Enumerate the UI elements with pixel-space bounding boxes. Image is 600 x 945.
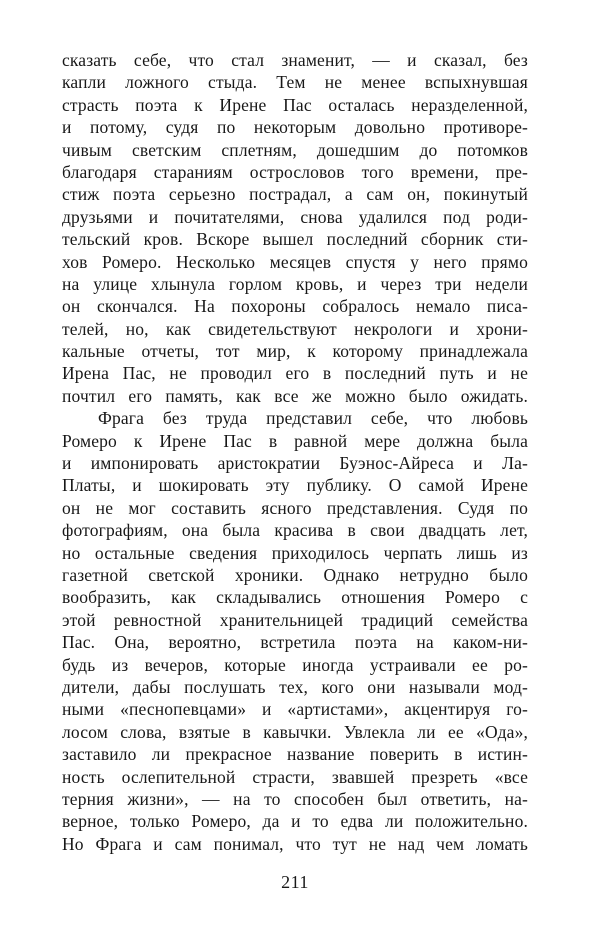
text-line: и потому, судя по некоторым довольно противоре- — [62, 117, 528, 138]
text-line: Ромеро к Ирене Пас в равной мере должна была — [62, 430, 528, 451]
text-line: телей, но, как свидетельствуют некрологи и хрони- — [62, 318, 528, 339]
text-line: терния жизни», — на то способен был ответить, на- — [62, 788, 528, 809]
text-line: Пас. Она, вероятно, встретила поэта на каком-ни- — [62, 632, 528, 653]
text-line: на улице хлынула горлом кровь, и через три недели — [62, 273, 528, 294]
text-line: страсть поэта к Ирене Пас осталась неразделенной, — [62, 94, 528, 115]
text-line: вообразить, как складывались отношения Ромеро с — [62, 587, 528, 608]
text-line: капли ложного стыда. Тем не менее вспыхнувшая — [62, 72, 528, 93]
text-line paragraph-start: Фрага без труда представил себе, что любовь — [98, 408, 528, 429]
text-line: и импонировать аристократии Буэнос-Айреса и Ла- — [62, 453, 528, 474]
page-number: 211 — [281, 872, 309, 892]
text-line: Ирена Пас, не проводил его в последний путь и не — [62, 363, 528, 384]
text-line: он не мог составить ясного представления. Судя по — [62, 497, 528, 518]
text-line: дители, дабы послушать тех, кого они называли мод- — [62, 676, 528, 697]
text-line: будь из вечеров, которые иногда устраивали ее ро- — [62, 654, 528, 675]
text-line: чивым светским сплетням, дошедшим до потомков — [62, 139, 528, 160]
text-line: тельский кров. Вскоре вышел последний сборник сти- — [62, 229, 528, 250]
text-line: этой ревностной хранительницей традиций семейства — [62, 609, 528, 630]
text-line: благодаря стараниям острословов того времени, пре- — [62, 161, 528, 182]
text-line: ными «песнопевцами» и «артистами», акцентируя го- — [62, 699, 528, 720]
text-line: сказать себе, что стал знаменит, — и сказал, без — [62, 50, 528, 70]
text-line: Но Фрага и сам понимал, что тут не над чем ломать — [62, 833, 528, 854]
text-line: хов Ромеро. Несколько месяцев спустя у него прямо — [62, 251, 528, 272]
text-line: лосом слова, взятые в кавычки. Увлекла ли ее «Ода», — [62, 721, 528, 742]
text-line: верное, только Ромеро, да и то едва ли положительно. — [62, 811, 528, 832]
text-line: он скончался. На похороны собралось немало писа- — [62, 296, 528, 317]
text-line: ность ослепительной страсти, звавшей презреть «все — [62, 766, 528, 787]
text-line: кальные отчеты, тот мир, к которому принадлежала — [62, 341, 528, 362]
text-line: фотографиям, она была красива в свои двадцать лет, — [62, 520, 528, 541]
text-line paragraph-end: почтил его память, как все же можно было ожидать. — [62, 385, 528, 406]
text-line: заставило ли прекрасное название поверить в истин- — [62, 744, 528, 765]
text-line: Платы, и шокировать эту публику. О самой Ирене — [62, 475, 528, 496]
text-line: друзьями и почитателями, снова удалился под роди- — [62, 206, 528, 227]
text-line: газетной светской хроники. Однако нетрудно было — [62, 564, 528, 585]
text-line: стиж поэта серьезно пострадал, а сам он, покинутый — [62, 184, 528, 205]
text-line: но остальные сведения приходилось черпать лишь из — [62, 542, 528, 563]
text-block — [62, 49, 528, 855]
